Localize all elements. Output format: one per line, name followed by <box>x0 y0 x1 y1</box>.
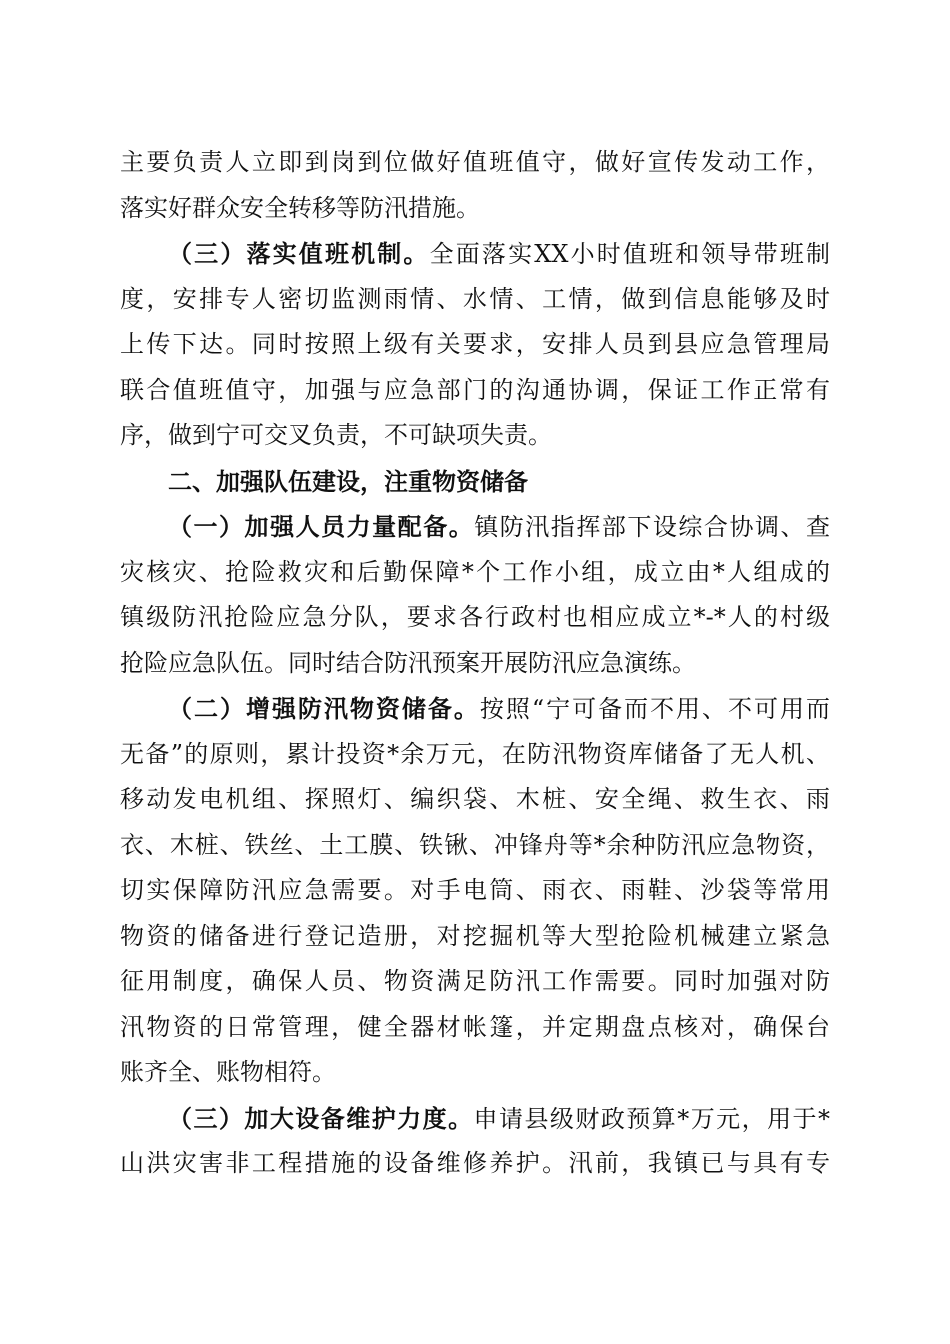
document-body <box>120 140 830 1187</box>
text-line: 灾核灾、抢险救灾和后勤保障*个工作小组，成立由*人组成的 <box>120 557 830 586</box>
text-line: 山洪灾害非工程措施的设备维修养护。汛前，我镇已与具有专 <box>120 1149 830 1177</box>
text-line <box>120 231 830 277</box>
text-line: 联合值班值守，加强与应急部门的沟通协调，保证工作正常有 <box>120 375 830 404</box>
text-run: 申请县级财政预算*万元，用于* <box>473 1104 831 1133</box>
text-line: 切实保障防汛应急需要。对手电筒、雨衣、雨鞋、沙袋等常用 <box>120 876 830 904</box>
text-run: 镇防汛指挥部下设综合协调、查 <box>474 513 831 541</box>
subheading-lead: （一）加强人员力量配备。 <box>168 512 475 541</box>
text-line: 物资的储备进行登记造册，对挖掘机等大型抢险机械建立紧急 <box>120 921 830 950</box>
paragraph-staffing <box>120 504 830 686</box>
text-line: 主要负责人立即到岗到位做好值班值守，做好宣传发动工作， <box>120 148 830 176</box>
text-line: 上传下达。同时按照上级有关要求，安排人员到县应急管理局 <box>120 330 830 358</box>
paragraph-equipment <box>120 1096 830 1187</box>
text-line: 移动发电机组、探照灯、编织袋、木桩、安全绳、救生衣、雨 <box>120 785 830 813</box>
paragraph-duty-mechanism <box>120 231 830 459</box>
subheading-lead: （三）加大设备维护力度。 <box>168 1103 474 1133</box>
text-run: 全面落实XX小时值班和领导带班制 <box>429 240 831 268</box>
text-run: 按照“宁可备而不用、不可用而 <box>479 695 830 723</box>
paragraph-materials <box>120 686 830 1096</box>
section-heading: 二、加强队伍建设，注重物资储备 <box>168 466 528 496</box>
text-line: 落实好群众安全转移等防汛措施。 <box>120 193 480 222</box>
text-line: 镇级防汛抢险应急分队，要求各行政村也相应成立*-*人的村级 <box>120 603 830 631</box>
text-line: 无备”的原则，累计投资*余万元，在防汛物资库储备了无人机、 <box>120 739 830 768</box>
text-line: 汛物资的日常管理，健全器材帐篷，并定期盘点核对，确保台 <box>120 1012 830 1041</box>
text-line <box>120 686 830 732</box>
subheading-lead: （二）增强防汛物资储备。 <box>168 694 480 723</box>
text-line: 度，安排专人密切监测雨情、水情、工情，做到信息能够及时 <box>120 284 830 313</box>
text-line: 抢险应急队伍。同时结合防汛预案开展防汛应急演练。 <box>120 648 696 677</box>
text-line: 衣、木桩、铁丝、土工膜、铁锹、冲锋舟等*余种防汛应急物资， <box>120 830 830 859</box>
text-line: 账齐全、账物相符。 <box>120 1058 336 1086</box>
text-line: 征用制度，确保人员、物资满足防汛工作需要。同时加强对防 <box>120 967 830 995</box>
subheading-lead: （三）落实值班机制。 <box>168 239 430 268</box>
paragraph-continuation <box>120 140 830 231</box>
text-line <box>120 1096 830 1142</box>
text-line <box>120 504 830 550</box>
text-line: 序，做到宁可交叉负责，不可缺项失责。 <box>120 421 552 449</box>
